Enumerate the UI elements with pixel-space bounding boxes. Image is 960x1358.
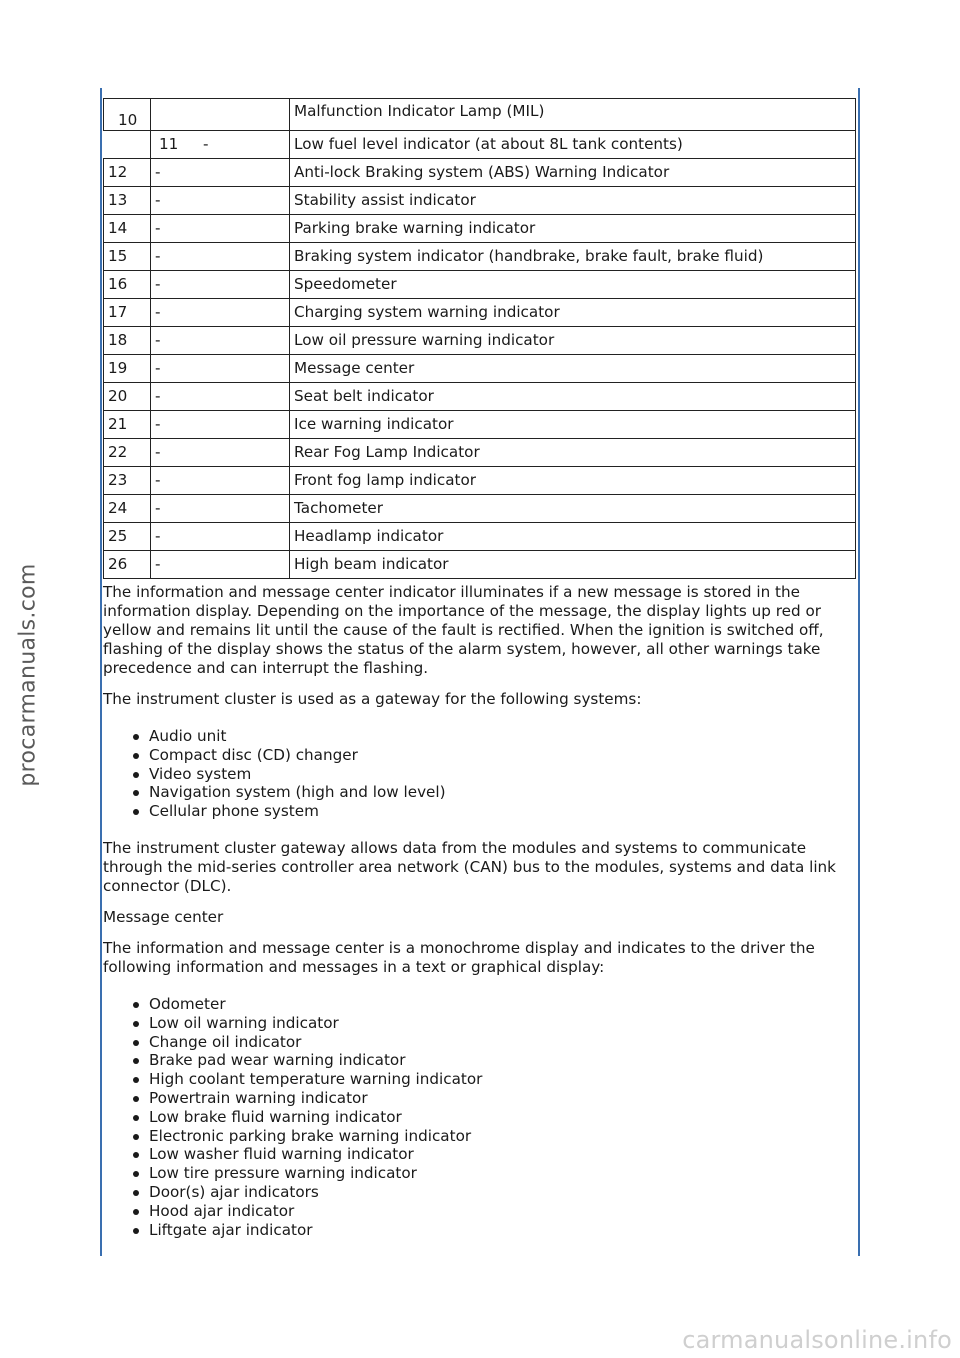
table-cell-description: Headlamp indicator xyxy=(290,523,856,551)
table-cell-description: Front fog lamp indicator xyxy=(290,467,856,495)
table-cell-description: Charging system warning indicator xyxy=(290,299,856,327)
side-watermark xyxy=(8,560,48,790)
table-cell-number: 19 xyxy=(104,355,151,383)
table-cell-description: Braking system indicator (handbrake, brake fault, brake fluid) xyxy=(290,243,856,271)
table-cell-number: 16 xyxy=(104,271,151,299)
table-cell-number: 10 xyxy=(104,99,151,131)
indicator-table xyxy=(103,98,856,579)
page-right-rule xyxy=(858,88,860,1256)
table-cell-description: Tachometer xyxy=(290,495,856,523)
table-cell-number: 20 xyxy=(104,383,151,411)
list-item: Change oil indicator xyxy=(149,1033,855,1052)
table-row xyxy=(104,187,856,215)
list-item: Door(s) ajar indicators xyxy=(149,1183,855,1202)
table-cell-description: High beam indicator xyxy=(290,551,856,579)
table-cell-number: 24 xyxy=(104,495,151,523)
table-cell-number: 13 xyxy=(104,187,151,215)
list-item: Powertrain warning indicator xyxy=(149,1089,855,1108)
table-cell-number: 18 xyxy=(104,327,151,355)
list-item: Low brake fluid warning indicator xyxy=(149,1108,855,1127)
table-cell-dash: - xyxy=(151,551,290,579)
table-cell-dash: - xyxy=(151,411,290,439)
side-watermark-text: procarmanuals.com xyxy=(15,563,41,787)
list-item: Navigation system (high and low level) xyxy=(149,783,855,802)
list-item: Odometer xyxy=(149,995,855,1014)
table-cell-description: Low fuel level indicator (at about 8L tank contents) xyxy=(290,131,856,159)
table-cell-description: Anti-lock Braking system (ABS) Warning Indicator xyxy=(290,159,856,187)
table-row xyxy=(104,383,856,411)
table-cell-description: Stability assist indicator xyxy=(290,187,856,215)
list-item: Audio unit xyxy=(149,727,855,746)
list-item: Hood ajar indicator xyxy=(149,1202,855,1221)
table-cell-number: 12 xyxy=(104,159,151,187)
table-row xyxy=(104,355,856,383)
list-item: Low tire pressure warning indicator xyxy=(149,1164,855,1183)
table-cell-description: Ice warning indicator xyxy=(290,411,856,439)
paragraph-message-center-indicator: The information and message center indicator illuminates if a new message is stored in the information display. Depending on the importance of the message, the display lights up red or yellow and remains lit until the cause of the fault is rectified. When the ignition is switched off, flashing of the display shows the status of the alarm system, however, all other warnings take precedence and can interrupt the flashing. xyxy=(103,583,824,677)
table-cell-description: Low oil pressure warning indicator xyxy=(290,327,856,355)
list-item: Low washer fluid warning indicator xyxy=(149,1145,855,1164)
list-item: Electronic parking brake warning indicator xyxy=(149,1127,855,1146)
page-left-rule xyxy=(100,88,102,1256)
section-heading-message-center: Message center xyxy=(103,907,224,926)
message-center-list xyxy=(103,995,855,1239)
table-cell-dash: - xyxy=(151,215,290,243)
table-cell-empty xyxy=(151,99,290,131)
table-cell-number: 23 xyxy=(104,467,151,495)
table-cell-dash: - xyxy=(151,299,290,327)
table-cell-number: 21 xyxy=(104,411,151,439)
table-cell-dash: - xyxy=(151,271,290,299)
list-item: Compact disc (CD) changer xyxy=(149,746,855,765)
table-cell-dash: - xyxy=(151,159,290,187)
list-item: Brake pad wear warning indicator xyxy=(149,1051,855,1070)
document-content xyxy=(103,98,855,1257)
list-item: Low oil warning indicator xyxy=(149,1014,855,1033)
table-cell-number: 14 xyxy=(104,215,151,243)
table-row xyxy=(104,99,856,131)
table-cell-description: Malfunction Indicator Lamp (MIL) xyxy=(290,99,856,131)
table-row xyxy=(104,159,856,187)
table-row xyxy=(104,551,856,579)
bottom-watermark: carmanualsonline.info xyxy=(682,1326,952,1354)
table-cell-dash: - xyxy=(151,523,290,551)
table-row xyxy=(104,411,856,439)
table-cell-dash: - xyxy=(151,383,290,411)
paragraph-gateway-intro: The instrument cluster is used as a gateway for the following systems: xyxy=(103,690,642,708)
table-row xyxy=(104,495,856,523)
table-cell-number: 22 xyxy=(104,439,151,467)
table-row xyxy=(104,439,856,467)
table-cell-description: Seat belt indicator xyxy=(290,383,856,411)
table-cell-empty xyxy=(104,131,151,159)
table-row xyxy=(104,271,856,299)
list-item: Video system xyxy=(149,765,855,784)
table-cell-number: 17 xyxy=(104,299,151,327)
list-item: Cellular phone system xyxy=(149,802,855,821)
table-cell-dash: - xyxy=(151,495,290,523)
indicator-table-body xyxy=(104,99,856,579)
table-cell-description: Message center xyxy=(290,355,856,383)
paragraph-gateway-can: The instrument cluster gateway allows data from the modules and systems to communicate through the mid-series controller area network (CAN) bus to the modules, systems and data link connector (DLC). xyxy=(103,838,836,895)
table-cell-number: 25 xyxy=(104,523,151,551)
table-cell-dash: - xyxy=(151,243,290,271)
table-cell-number: 15 xyxy=(104,243,151,271)
table-cell-description: Speedometer xyxy=(290,271,856,299)
table-cell-number: 26 xyxy=(104,551,151,579)
table-cell-description: Rear Fog Lamp Indicator xyxy=(290,439,856,467)
table-cell-description: Parking brake warning indicator xyxy=(290,215,856,243)
list-item: Liftgate ajar indicator xyxy=(149,1221,855,1240)
table-cell-dash: - xyxy=(151,187,290,215)
table-cell-number-dash xyxy=(151,131,290,159)
table-row xyxy=(104,131,856,159)
table-row xyxy=(104,243,856,271)
list-item: High coolant temperature warning indicator xyxy=(149,1070,855,1089)
table-row xyxy=(104,215,856,243)
paragraph-message-center-display: The information and message center is a monochrome display and indicates to the driver the following information and messages in a text or graphical display: xyxy=(103,938,815,976)
table-row xyxy=(104,299,856,327)
table-cell-number: 11 xyxy=(159,135,179,153)
table-cell-dash: - xyxy=(151,467,290,495)
gateway-systems-list xyxy=(103,727,855,821)
table-cell-dash: - xyxy=(151,439,290,467)
table-row xyxy=(104,327,856,355)
table-row xyxy=(104,523,856,551)
table-cell-dash: - xyxy=(203,135,209,153)
table-row xyxy=(104,467,856,495)
table-cell-dash: - xyxy=(151,327,290,355)
table-cell-dash: - xyxy=(151,355,290,383)
